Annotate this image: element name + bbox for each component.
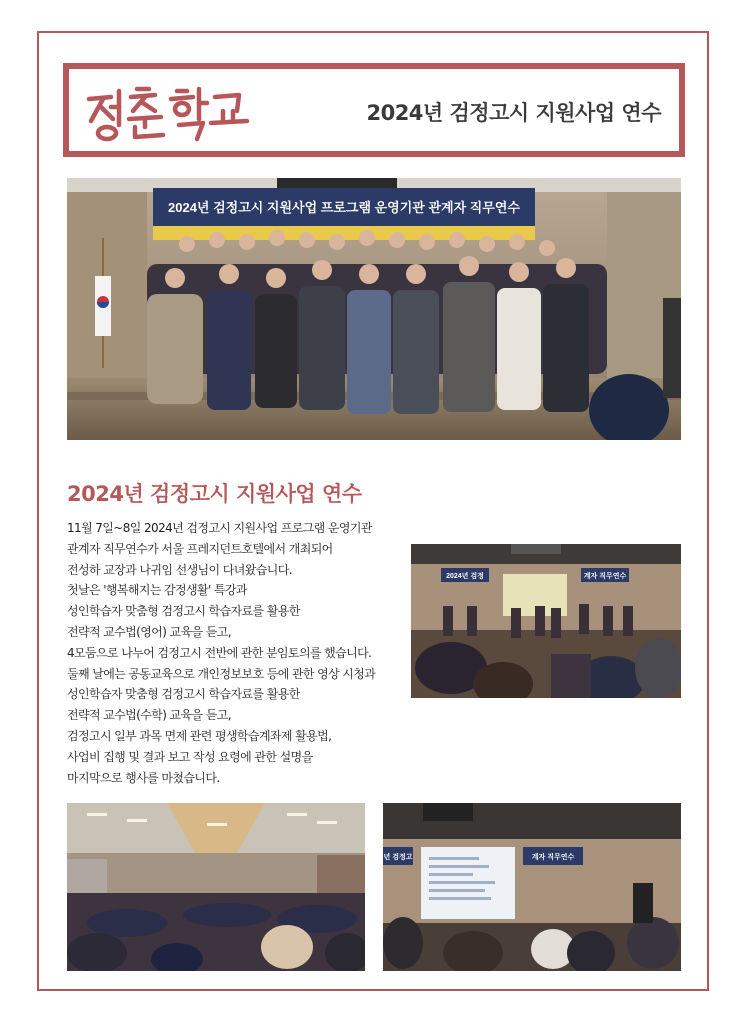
article-line: 전성하 교장과 나귀임 선생님이 다녀왔습니다. [67,562,292,577]
article-line: 관계자 직무연수가 서울 프레지던트호텔에서 개최되어 [67,541,333,556]
article-line: 전략적 교수법(수학) 교육을 듣고, [67,708,231,723]
svg-text:계자 직무연수: 계자 직무연수 [583,573,627,580]
article-line: 전략적 교수법(영어) 교육을 듣고, [67,624,231,639]
seminar-photo-1 [411,544,681,698]
article-line: 둘째 날에는 공동교육으로 개인정보보호 등에 관한 영상 시청과 [67,666,376,681]
article-line: 마지막으로 행사를 마쳤습니다. [67,770,220,785]
svg-text:년 검정고: 년 검정고 [383,854,413,861]
group-photo [67,178,681,440]
seminar-photo-3 [383,803,681,971]
header-box [63,63,685,157]
article-line: 성인학습자 맞춤형 검정고시 학습자료를 활용한 [67,687,300,702]
section-title: 2024년 검정고시 지원사업 연수 [67,482,362,506]
article-line: 사업비 집행 및 결과 보고 작성 요령에 관한 설명을 [67,749,313,764]
school-logo [83,77,253,147]
svg-text:2024년 검정: 2024년 검정 [446,573,484,580]
article-line: 첫날은 '행복해지는 감정생활' 특강과 [67,583,247,598]
article-line: 11월 7일~8일 2024년 검정고시 지원사업 프로그램 운영기관 [67,521,372,535]
svg-text:계자 직무연수: 계자 직무연수 [531,854,575,861]
header-title: 2024년 검정고시 지원사업 연수 [366,101,661,125]
seminar-photo-2 [67,803,365,971]
article-body [67,518,407,788]
article-line: 검정고시 일부 과목 면제 관련 평생학습계좌제 활용법, [67,728,332,743]
article-line: 성인학습자 맞춤형 검정고시 학습자료를 활용한 [67,604,300,619]
article-line: 4모둠으로 나누어 검정고시 전반에 관한 분임토의를 했습니다. [67,645,372,660]
svg-text:2024년 검정고시 지원사업 프로그램 운영기관 관계자: 2024년 검정고시 지원사업 프로그램 운영기관 관계자 직무연수 [168,200,520,215]
